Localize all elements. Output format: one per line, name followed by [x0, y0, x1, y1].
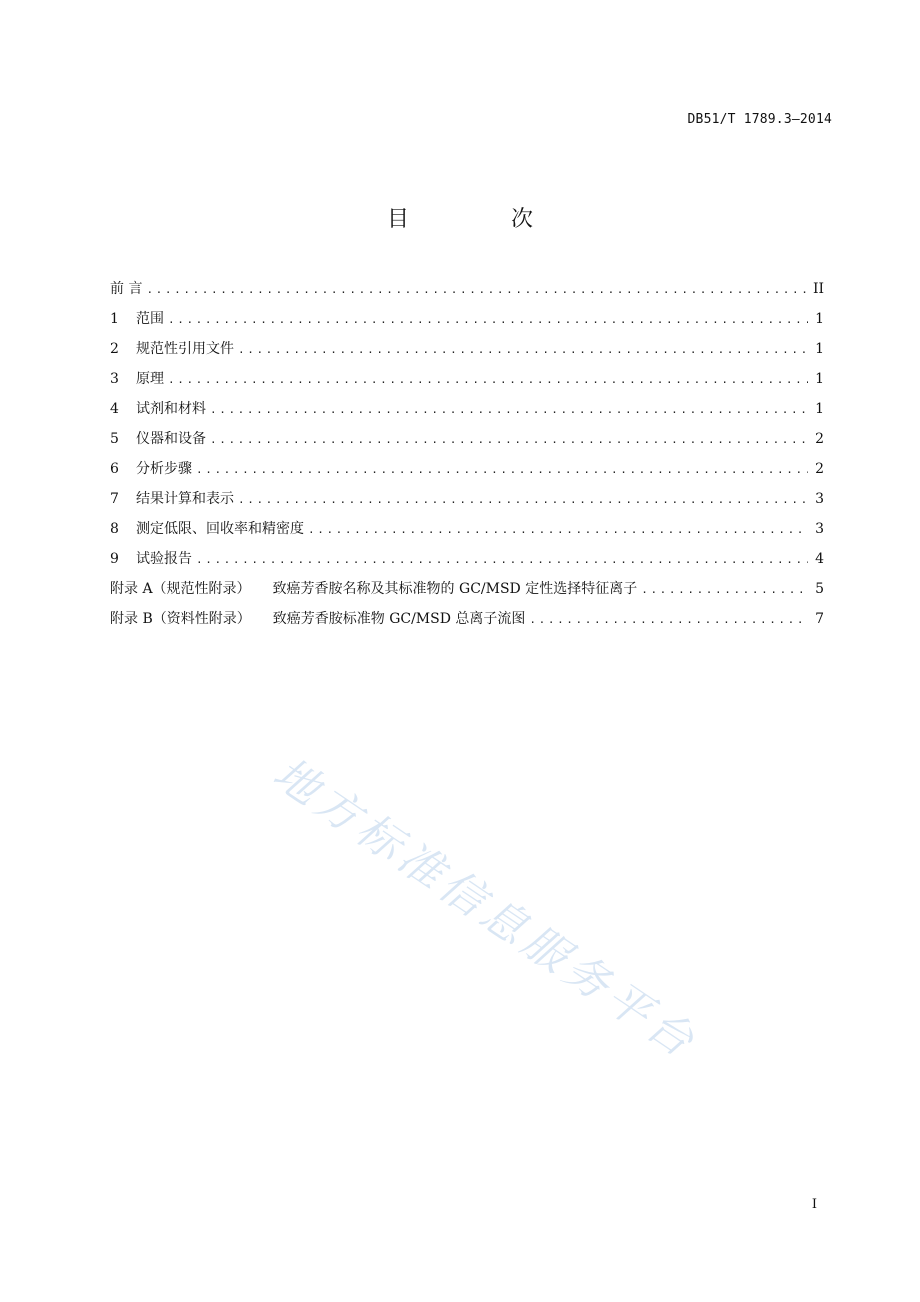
watermark: 地方标准信息服务平台 [263, 747, 708, 1070]
toc-entry-2[interactable] [110, 338, 824, 368]
toc-entry-label: 原理 [136, 371, 164, 387]
toc-entry-page: 1 [815, 401, 824, 417]
toc-entry-appendix-a[interactable] [110, 578, 824, 608]
toc-entry-label: 规范性引用文件 [136, 341, 234, 357]
toc-dot-leader [210, 429, 808, 451]
toc-dot-leader [238, 339, 808, 361]
toc-entry-number: 附录 A（规范性附录） [110, 581, 251, 597]
toc-entry-7[interactable] [110, 488, 824, 518]
toc-entry-number: 7 [110, 491, 119, 507]
toc-entry-1[interactable] [110, 308, 824, 338]
toc-entry-8[interactable] [110, 518, 824, 548]
toc-entry-page: 1 [815, 341, 824, 357]
toc-entry-3[interactable] [110, 368, 824, 398]
toc-entry-label: 致癌芳香胺标准物 GC/MSD 总离子流图 [272, 611, 526, 627]
toc-entry-label: 仪器和设备 [136, 431, 206, 447]
toc-title: 目 次 [386, 207, 573, 232]
toc-entry-label: 试剂和材料 [136, 401, 206, 417]
toc-entry-label: 试验报告 [136, 551, 192, 567]
toc-entry-page: 7 [815, 611, 824, 627]
toc-entry-number: 3 [110, 371, 119, 387]
toc-entry-foreword[interactable] [110, 278, 824, 308]
toc-entry-page: II [812, 281, 824, 297]
toc-dot-leader [529, 609, 808, 631]
toc-dot-leader [238, 489, 808, 511]
toc-entry-label: 致癌芳香胺名称及其标准物的 GC/MSD 定性选择特征离子 [272, 581, 638, 597]
toc-dot-leader [196, 549, 808, 571]
toc-dot-leader [146, 279, 808, 301]
toc-dot-leader [641, 579, 808, 601]
toc-entry-label: 分析步骤 [136, 461, 192, 477]
toc-entry-5[interactable] [110, 428, 824, 458]
toc-entry-number: 2 [110, 341, 119, 357]
toc-entry-4[interactable] [110, 398, 824, 428]
toc-entry-number: 1 [110, 311, 119, 327]
toc-entry-number: 附录 B（资料性附录） [110, 611, 251, 627]
table-of-contents [110, 278, 824, 638]
toc-dot-leader [168, 309, 808, 331]
page-number: I [811, 1197, 817, 1212]
toc-entry-page: 3 [815, 491, 824, 507]
toc-entry-page: 3 [815, 521, 824, 537]
toc-entry-number: 6 [110, 461, 119, 477]
toc-entry-label: 测定低限、回收率和精密度 [136, 521, 304, 537]
toc-entry-page: 4 [815, 551, 824, 567]
toc-dot-leader [168, 369, 808, 391]
toc-entry-number: 5 [110, 431, 119, 447]
standard-code: DB51/T 1789.3—2014 [687, 112, 832, 127]
toc-dot-leader [196, 459, 808, 481]
toc-entry-6[interactable] [110, 458, 824, 488]
toc-entry-label: 前 言 [110, 281, 143, 297]
toc-entry-page: 1 [815, 371, 824, 387]
toc-entry-page: 5 [815, 581, 824, 597]
toc-dot-leader [210, 399, 808, 421]
toc-entry-page: 2 [815, 461, 824, 477]
toc-entry-appendix-b[interactable] [110, 608, 824, 638]
toc-entry-9[interactable] [110, 548, 824, 578]
toc-entry-number: 8 [110, 521, 119, 537]
toc-dot-leader [308, 519, 808, 541]
toc-entry-number: 4 [110, 401, 119, 417]
toc-entry-page: 2 [815, 431, 824, 447]
toc-entry-label: 范围 [136, 311, 164, 327]
toc-entry-label: 结果计算和表示 [136, 491, 234, 507]
toc-entry-number: 9 [110, 551, 119, 567]
toc-entry-page: 1 [815, 311, 824, 327]
